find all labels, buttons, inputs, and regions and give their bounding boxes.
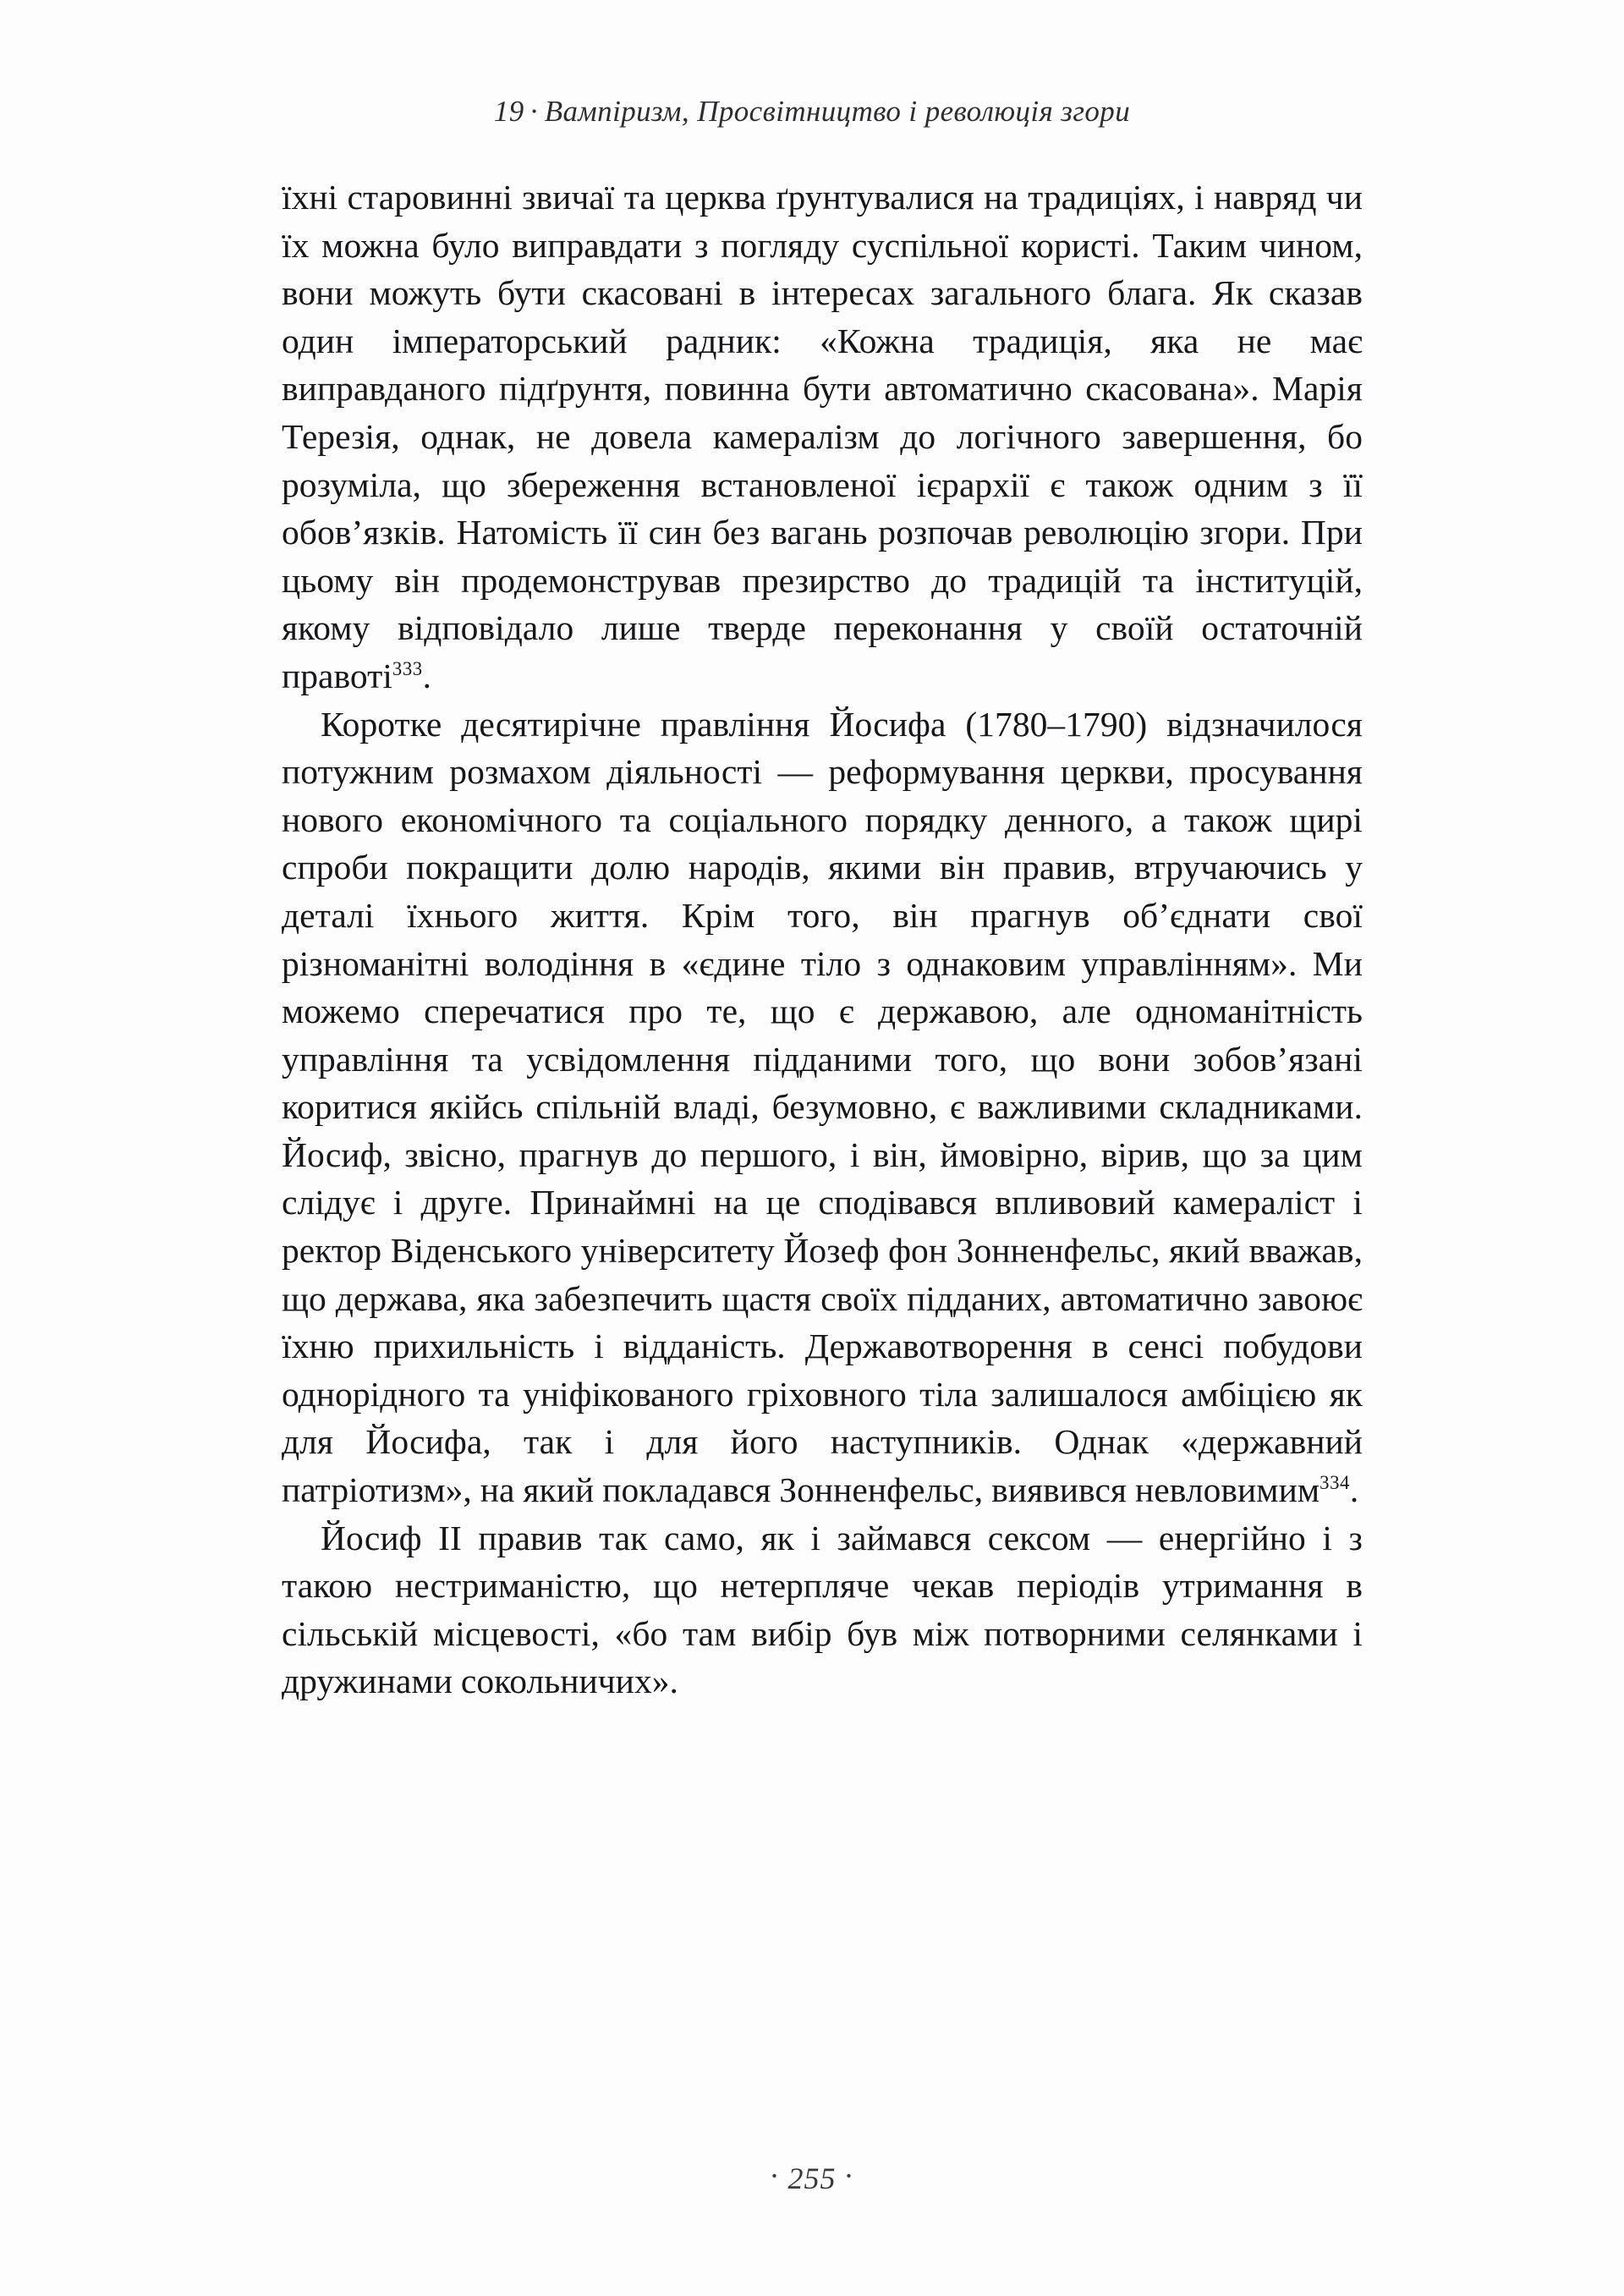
page-folio	[0, 2161, 1624, 2196]
paragraph-2-text: Коротке десятирічне правління Йосифа (1780–1790) відзначилося потужним розмахом діяльності — реформування церкви, просування нового економічного та соціального порядку денного, а також щирі спроби покращити долю народів, якими він правив, втручаючись у деталі їхнього життя. Крім того, він прагнув об’єднати свої різноманітні володіння в «єдине тіло з однаковим управлінням». Ми можемо сперечатися про те, що є державою, але одноманітність управління та усвідомлення підданими того, що вони зобов’язані коритися якійсь спільній владі, безумовно, є важливими складниками. Йосиф, звісно, прагнув до першого, і він, ймовірно, вірив, що за цим слідує і друге. Принаймні на це сподівався впливовий камераліст і ректор Віденського університету Йозеф фон Зонненфельс, який вважав, що держава, яка забезпечить щастя своїх підданих, автоматично завоює їхню прихильність і відданість. Державотворення в сенсі побудови однорідного та уніфікованого гріховного тіла залишалося амбіцією як для Йосифа, так і для його наступників. Однак «державний патріотизм», на який покладався Зонненфельс, виявився невловимим	[282, 704, 1363, 1510]
paragraph-1-tail: .	[422, 656, 432, 695]
footnote-marker-333: 333	[392, 658, 423, 680]
paragraph-3	[282, 1514, 1363, 1706]
paragraph-2-tail: .	[1349, 1470, 1359, 1510]
running-head	[0, 95, 1624, 129]
paragraph-2	[282, 700, 1363, 1514]
paragraph-3-text: Йосиф II правив так само, як і займався сексом — енергійно і з такою нестриманістю, що нетерпляче чекав періодів утримання в сільській місцевості, «бо там вибір був між потворними селянками і дружинами сокольничих».	[282, 1518, 1363, 1701]
running-head-separator: ·	[529, 95, 540, 128]
footnote-marker-334: 334	[1320, 1472, 1350, 1494]
paragraph-1-text: їхні старовинні звичаї та церква ґрунтувалися на традиціях, і навряд чи їх можна було виправдати з погляду суспільної користі. Таким чином, вони можуть бути скасовані в інтересах загального блага. Як сказав один імператорський радник: «Кожна традиція, яка не має виправданого підґрунтя, повинна бути автоматично скасована». Марія Терезія, однак, не довела камералізм до логічного завершення, бо розуміла, що збереження встановленої ієрархії є також одним з її обов’язків. Натомість її син без вагань розпочав революцію згори. При цьому він продемонстрував презирство до традицій та інституцій, якому відповідало лише тверде переконання у своїй остаточній правоті	[282, 178, 1363, 695]
paragraph-1	[282, 173, 1363, 700]
running-head-chapter-title: Вампіризм, Просвітництво і революція згори	[544, 95, 1131, 128]
folio-page-number: 255	[787, 2161, 837, 2195]
folio-right-ornament: ·	[843, 2159, 855, 2193]
folio-left-ornament: ·	[769, 2159, 781, 2193]
body-text-block	[282, 173, 1363, 1706]
running-head-chapter-number: 19	[493, 95, 524, 128]
